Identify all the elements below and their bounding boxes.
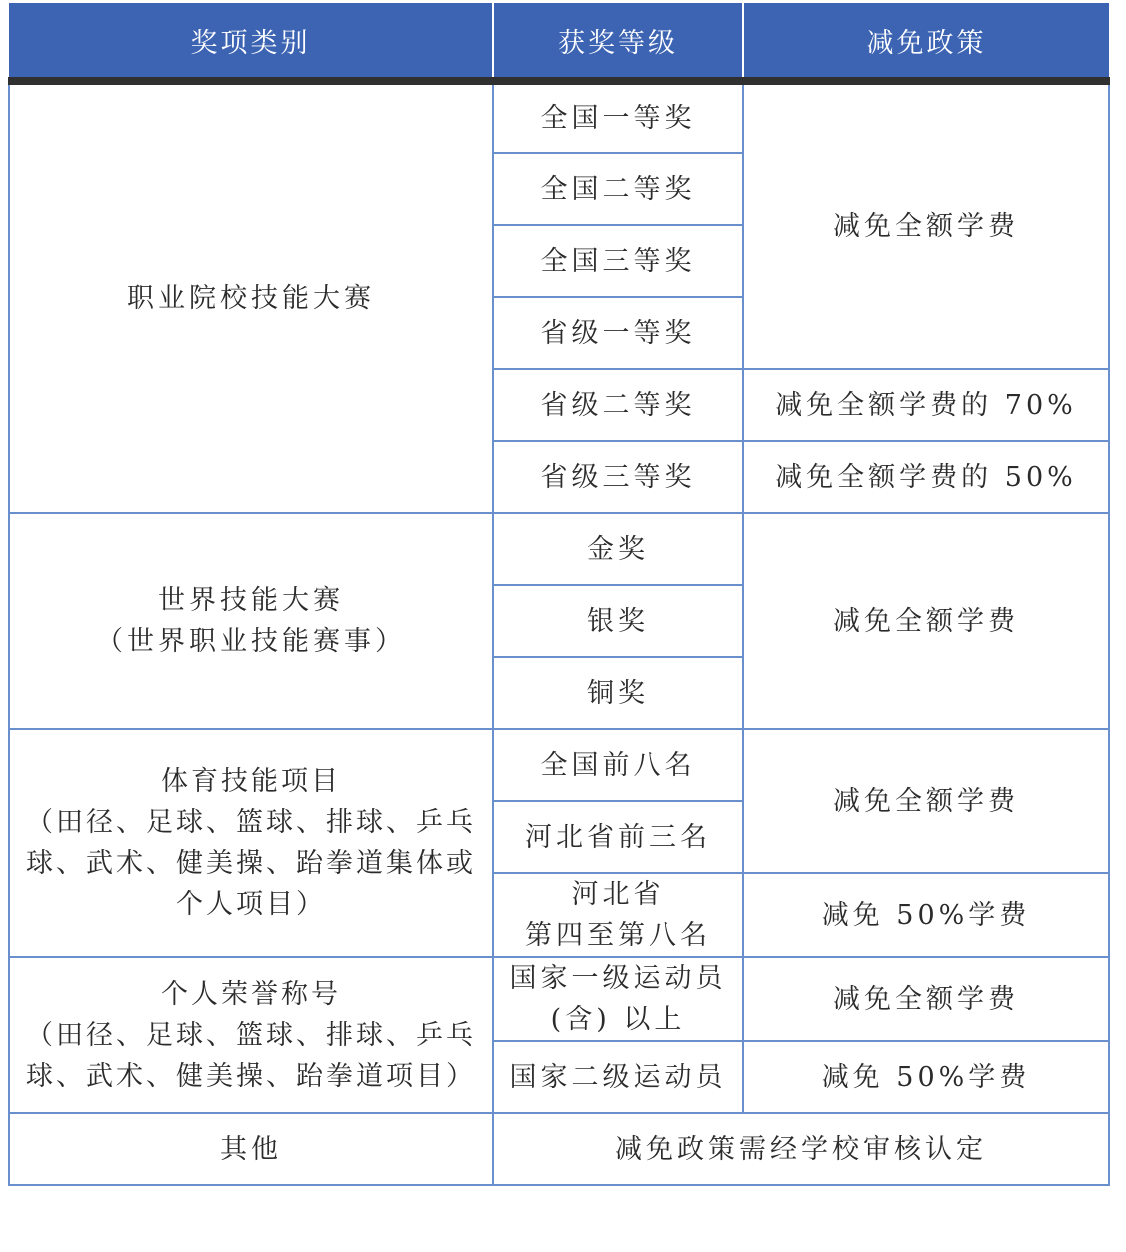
category-cell: 其他: [9, 1113, 493, 1185]
policy-cell: 减免 50%学费: [743, 873, 1109, 957]
level-line: 河北省: [571, 879, 665, 910]
level-line: (含) 以上: [550, 1004, 686, 1035]
category-line: 球、武术、健美操、跆拳道项目）: [26, 1060, 476, 1092]
policy-cell: 减免全额学费的 70%: [743, 369, 1109, 441]
table-row: [9, 513, 1109, 585]
category-cell: [9, 513, 493, 729]
level-line: 国家一级运动员: [509, 963, 727, 994]
level-cell: [493, 957, 743, 1041]
category-line: 个人荣誉称号: [161, 978, 341, 1010]
policy-cell: 减免全额学费的 50%: [743, 441, 1109, 513]
table-row: [9, 81, 1109, 153]
level-cell: [493, 873, 743, 957]
level-cell: 铜奖: [493, 657, 743, 729]
level-cell: 全国一等奖: [493, 81, 743, 153]
category-cell: 职业院校技能大赛: [9, 81, 493, 513]
policy-cell: 减免政策需经学校审核认定: [493, 1113, 1109, 1185]
category-line: 体育技能项目: [161, 766, 341, 797]
level-cell: 河北省前三名: [493, 801, 743, 873]
policy-cell: 减免全额学费: [743, 957, 1109, 1041]
level-cell: 国家二级运动员: [493, 1041, 743, 1113]
level-cell: 省级二等奖: [493, 369, 743, 441]
policy-cell: 减免全额学费: [743, 729, 1109, 873]
tuition-waiver-table: [8, 3, 1110, 1186]
table-row: [9, 1113, 1109, 1185]
level-cell: 金奖: [493, 513, 743, 585]
level-line: 第四至第八名: [525, 920, 711, 951]
policy-cell: 减免全额学费: [743, 81, 1109, 369]
category-line: （田径、足球、篮球、排球、乒乓: [26, 1019, 476, 1051]
level-cell: 省级一等奖: [493, 297, 743, 369]
table-row: [9, 957, 1109, 1041]
level-cell: 全国前八名: [493, 729, 743, 801]
category-line: 个人项目）: [176, 889, 326, 920]
category-line: （田径、足球、篮球、排球、乒乓: [26, 807, 476, 838]
policy-cell: 减免 50%学费: [743, 1041, 1109, 1113]
level-cell: 全国二等奖: [493, 153, 743, 225]
level-cell: 银奖: [493, 585, 743, 657]
category-line: 世界技能大赛: [158, 585, 344, 616]
level-cell: 省级三等奖: [493, 441, 743, 513]
policy-cell: 减免全额学费: [743, 513, 1109, 729]
header-award-category: 奖项类别: [9, 3, 493, 81]
category-line: （世界职业技能赛事）: [96, 626, 406, 657]
table-row: [9, 729, 1109, 801]
header-waiver-policy: 减免政策: [743, 3, 1109, 81]
header-award-level: 获奖等级: [493, 3, 743, 81]
level-cell: 全国三等奖: [493, 225, 743, 297]
header-row: [9, 3, 1109, 81]
category-cell: [9, 729, 493, 957]
category-line: 球、武术、健美操、跆拳道集体或: [26, 848, 476, 879]
category-cell: [9, 957, 493, 1113]
